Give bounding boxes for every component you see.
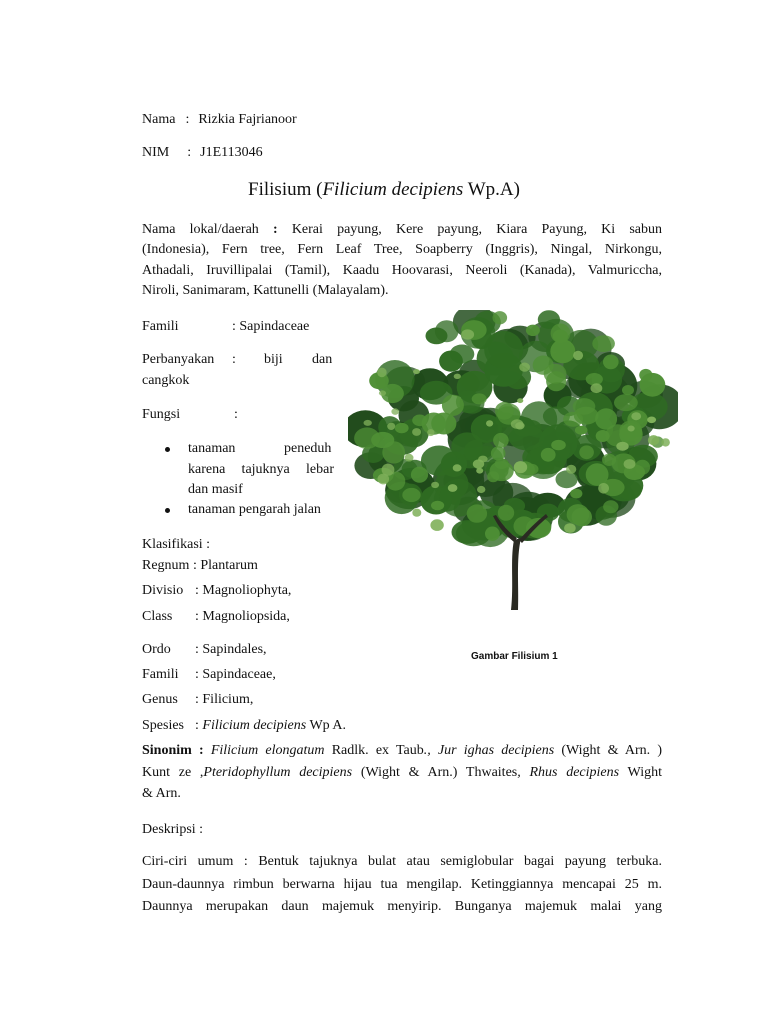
foliage-clump [435, 320, 459, 342]
title-prefix: Filisium ( [248, 179, 323, 200]
foliage-clump [495, 402, 514, 420]
foliage-clump [614, 394, 638, 411]
foliage-clump [472, 393, 487, 404]
foliage-clump [616, 442, 628, 451]
foliage-clump [592, 335, 615, 352]
deskripsi-line-3: Daunnya merupakan daun majemuk menyirip. Bunganya majemuk malai yang [142, 899, 662, 914]
foliage-clump [477, 486, 485, 493]
foliage-clump [640, 373, 666, 397]
foliage-clump [476, 468, 483, 474]
klasifikasi-genus-label: Genus [142, 692, 178, 707]
sinonim-authority: (Wight & Arn. ) [554, 743, 662, 758]
foliage-clump [461, 329, 474, 339]
nama-lokal-line-3: Athadali, Iruvillipalai (Tamil), Kaadu Hoovarasi, Neeroli (Kanada), Valmuriccha, [142, 263, 662, 278]
name-line [142, 111, 297, 129]
fungsi-item-2: tanaman pengarah jalan [188, 502, 321, 517]
nama-lokal-line-1 [142, 221, 662, 239]
klasifikasi-class-label: Class [142, 609, 173, 624]
deskripsi-heading: Deskripsi : [142, 822, 204, 837]
foliage-clump [550, 339, 575, 363]
foliage-clump [413, 369, 420, 374]
page-title [0, 178, 768, 202]
foliage-clump [603, 355, 619, 370]
foliage-clump [572, 508, 592, 527]
foliage-clump [412, 509, 421, 517]
foliage-clump [498, 505, 514, 521]
fungsi-item-1-word-1: tanaman [188, 441, 236, 456]
sinonim-line-1 [142, 742, 662, 760]
klasifikasi-divisio-label: Divisio [142, 583, 184, 598]
nama-lokal-line-2: (Indonesia), Fern tree, Fern Leaf Tree, Soapberry (Inggris), Ningal, Nirkongu, [142, 242, 662, 257]
foliage-clump [377, 368, 387, 378]
figure-caption: Gambar Filisium 1 [471, 651, 558, 662]
klasifikasi-ordo-label: Ordo [142, 642, 171, 657]
foliage-clump [427, 429, 434, 436]
foliage-clump [628, 426, 635, 432]
foliage-clump [526, 325, 540, 336]
sinonim-name: , Rhus decipiens [517, 765, 620, 780]
spesies-rest: Wp A. [306, 718, 347, 733]
famili-value: : Sapindaceae [232, 319, 310, 334]
fungsi-item-1-line-3: dan masif [188, 482, 243, 497]
foliage-clump [624, 459, 636, 469]
tree-image [348, 310, 678, 620]
foliage-clump [412, 415, 427, 427]
foliage-clump [485, 527, 500, 541]
name-label: Nama [142, 112, 176, 127]
foliage-clump [412, 428, 421, 436]
foliage-clump [493, 311, 508, 324]
foliage-clump [430, 519, 443, 531]
klasifikasi-class-value: : Magnoliopsida, [195, 609, 290, 624]
klasifikasi-famili-value: : Sapindaceae, [195, 667, 276, 682]
foliage-clump [490, 461, 514, 481]
sinonim-name: Filicium elongatum [210, 743, 325, 758]
bullet-dot [165, 508, 170, 513]
foliage-clump [647, 417, 656, 424]
foliage-clump [544, 364, 567, 384]
foliage-clump [453, 464, 462, 471]
foliage-clump [517, 398, 523, 403]
foliage-clump [603, 500, 618, 513]
sinonim-name: ., Jur ighas decipiens [423, 743, 555, 758]
deskripsi-line-2: Daun-daunnya rimbun berwarna hijau tua mengilap. Ketinggiannya mencapai 25 m. [142, 877, 662, 892]
klasifikasi-genus-value: : Filicium, [195, 692, 254, 707]
foliage-clump [598, 483, 609, 494]
foliage-clump [595, 408, 617, 429]
foliage-clump [551, 324, 571, 344]
name-value: Rizkia Fajrianoor [198, 112, 297, 127]
klasifikasi-divisio-value: : Magnoliophyta, [195, 583, 292, 598]
nama-lokal-label: Nama lokal/daerah [142, 222, 259, 237]
perbanyakan-line-2: cangkok [142, 373, 190, 388]
nim-separator: : [187, 145, 192, 160]
foliage-clump [486, 420, 493, 426]
name-separator: : [185, 112, 190, 127]
sinonim-line-3: & Arn. [142, 786, 181, 801]
foliage-clump [541, 448, 556, 462]
foliage-clump [431, 482, 439, 488]
foliage-clump [556, 470, 578, 488]
foliage-clump [491, 446, 506, 460]
spesies-separator: : [195, 718, 203, 733]
foliage-clump [622, 385, 634, 395]
bullet-dot [165, 447, 170, 452]
foliage-clump [439, 351, 463, 372]
foliage-clump [596, 430, 610, 442]
foliage-clump [515, 422, 524, 429]
foliage-clump [586, 373, 603, 385]
foliage-clump [454, 374, 461, 379]
foliage-clump [575, 426, 588, 435]
tree-trunk [511, 538, 521, 610]
foliage-clump [631, 412, 641, 420]
foliage-clump [509, 425, 545, 450]
foliage-clump [591, 383, 603, 393]
deskripsi-line-1: Ciri-ciri umum : Bentuk tajuknya bulat atau semiglobular bagai payung terbuka. [142, 854, 662, 869]
foliage-clump [473, 459, 484, 468]
foliage-clump [431, 501, 444, 510]
foliage-clump [448, 484, 458, 492]
foliage-clump [648, 435, 659, 445]
fungsi-item-1-line-2: karena tajuknya lebar [188, 462, 334, 477]
sinonim-authority: Wight [619, 765, 662, 780]
perbanyakan-word-dan: dan [312, 352, 333, 367]
foliage-clump [378, 474, 390, 485]
nama-lokal-line1-text: Kerai payung, Kere payung, Kiara Payung, Ki sabun [291, 222, 662, 237]
nama-lokal-line-4: Niroli, Sanimaram, Kattunelli (Malayalam). [142, 283, 389, 298]
sinonim-authority: Radlk. ex Taub [324, 743, 424, 758]
sinonim-line-2 [142, 764, 662, 782]
foliage-clump [570, 489, 582, 499]
perbanyakan-separator: : [232, 352, 236, 367]
foliage-clump [551, 440, 566, 450]
sinonim-label: Sinonim : [142, 743, 204, 758]
foliage-clump [387, 423, 395, 430]
nim-line [142, 144, 263, 162]
foliage-clump [661, 438, 670, 446]
klasifikasi-famili-label: Famili [142, 667, 179, 682]
foliage-clump [379, 390, 386, 395]
foliage-clump [573, 351, 583, 360]
foliage-clump [579, 445, 594, 459]
title-suffix: Wp.A) [463, 179, 520, 200]
fungsi-item-1-word-2: peneduh [284, 441, 332, 456]
foliage-clump [484, 331, 523, 369]
foliage-clump [493, 433, 509, 448]
fungsi-label: Fungsi [142, 407, 181, 422]
foliage-clump [402, 488, 420, 502]
foliage-clump [514, 461, 527, 473]
klasifikasi-spesies-value [195, 717, 346, 735]
foliage-clump [519, 363, 530, 372]
foliage-clump [382, 441, 405, 463]
perbanyakan-word-biji: biji [264, 352, 283, 367]
title-species: Filicium decipiens [322, 179, 464, 200]
foliage-clump [395, 423, 409, 433]
nama-lokal-separator: : [272, 222, 278, 237]
klasifikasi-ordo-value: : Sapindales, [195, 642, 267, 657]
foliage-clump [563, 412, 583, 427]
foliage-clump [442, 395, 464, 416]
foliage-clump [411, 467, 428, 483]
foliage-clump [364, 420, 372, 426]
perbanyakan-label: Perbanyakan [142, 352, 215, 367]
klasifikasi-spesies-label: Spesies [142, 718, 184, 733]
foliage-clump [391, 408, 399, 415]
sinonim-name: Pteridophyllum decipiens [203, 765, 353, 780]
spesies-italic: Filicium decipiens [202, 718, 307, 733]
foliage-clump [467, 504, 487, 522]
nim-value: J1E113046 [200, 145, 263, 160]
famili-label: Famili [142, 319, 179, 334]
foliage-clump [451, 432, 483, 460]
klasifikasi-heading: Klasifikasi : [142, 537, 211, 552]
foliage-clump [405, 454, 414, 462]
foliage-clump [564, 523, 576, 533]
foliage-clump [566, 465, 576, 474]
nim-label: NIM [142, 145, 170, 160]
sinonim-authority: (Wight & Arn.) Thwaites [352, 765, 518, 780]
sinonim-authority: Kunt ze , [142, 765, 204, 780]
tree-canopy [348, 310, 678, 547]
fungsi-separator: : [234, 407, 238, 422]
klasifikasi-regnum: Regnum : Plantarum [142, 558, 258, 573]
